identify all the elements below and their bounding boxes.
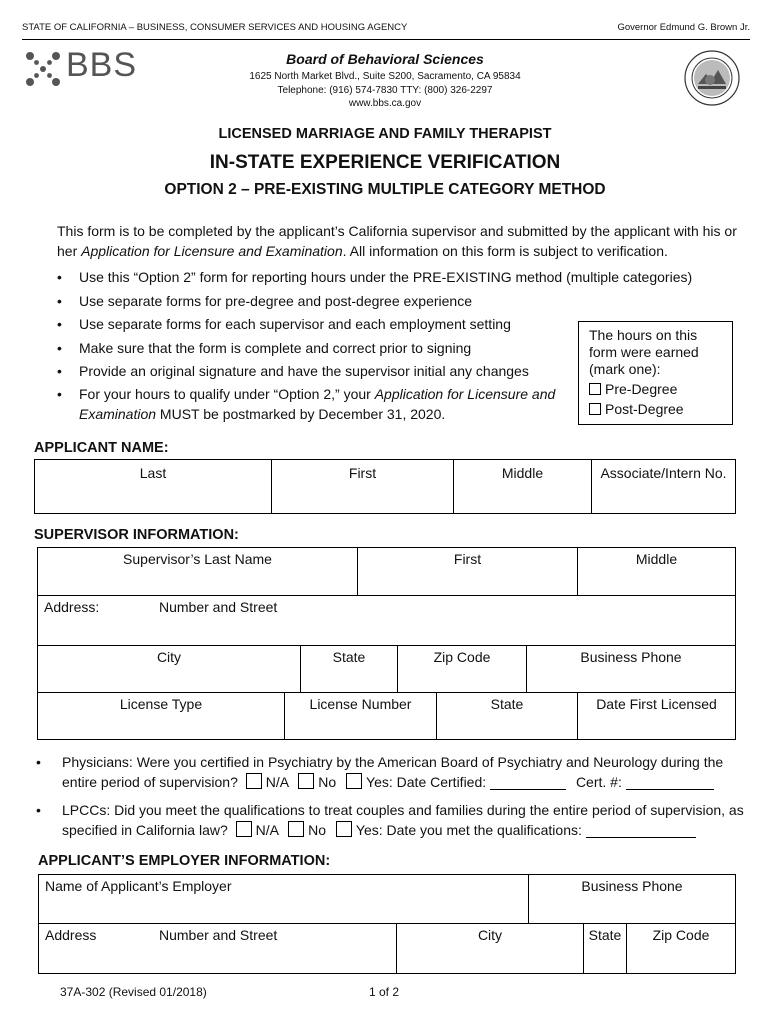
supervisor-first-name-field[interactable]	[357, 547, 578, 596]
board-website: www.bbs.ca.gov	[348, 98, 422, 109]
intro-text-1: This form is to be completed by the applicant’s California supervisor and submitted by the applicant with his or her	[57, 223, 737, 259]
associate-intern-number-field[interactable]	[591, 459, 736, 514]
pre-degree-checkbox[interactable]	[589, 383, 601, 395]
field-label: State	[332, 649, 366, 665]
hours-box-line: (mark one):	[589, 361, 661, 377]
board-name: Board of Behavioral Sciences	[286, 51, 484, 67]
field-label: Date First Licensed	[596, 696, 717, 712]
instruction-item: • Make sure that the form is complete and correct prior to signing	[57, 337, 567, 361]
physicians-na-checkbox[interactable]	[246, 773, 262, 789]
employer-zip-field[interactable]	[626, 923, 736, 974]
lpcc-line-2: specified in California law?	[62, 822, 228, 838]
bbs-logo-icon	[24, 50, 62, 88]
field-label: Middle	[635, 551, 678, 567]
date-qualifications-met-input[interactable]	[586, 823, 696, 838]
applicant-first-field[interactable]	[271, 459, 454, 514]
physicians-line-1: Physicians: Were you certified in Psychiatry by the American Board of Psychiatry and Neurology during the	[62, 754, 724, 770]
cert-number-label: Cert. #:	[575, 774, 622, 790]
yes-date-certified-label: Yes: Date Certified:	[366, 774, 487, 790]
physicians-yes-checkbox[interactable]	[346, 773, 362, 789]
title-line-1: LICENSED MARRIAGE AND FAMILY THERAPIST	[218, 126, 552, 142]
field-label: First	[348, 465, 377, 481]
supervisor-last-name-field[interactable]	[37, 547, 358, 596]
no-label: No	[318, 774, 337, 790]
supervisor-zip-field[interactable]	[397, 645, 527, 693]
supervisor-middle-name-field[interactable]	[577, 547, 736, 596]
license-state-field[interactable]	[436, 692, 578, 740]
intro-italic: Application for Licensure and Examination	[81, 243, 343, 259]
employer-info-heading: APPLICANT’S EMPLOYER INFORMATION:	[38, 853, 331, 869]
physicians-line-2: entire period of supervision?	[62, 774, 238, 790]
na-label: N/A	[255, 822, 279, 838]
page-number: 1 of 2	[369, 985, 400, 999]
field-label: Name of Applicant’s Employer	[45, 878, 232, 894]
license-type-field[interactable]	[37, 692, 285, 740]
applicant-name-heading: APPLICANT NAME:	[34, 440, 169, 456]
employer-city-field[interactable]	[396, 923, 584, 974]
title-line-3: OPTION 2 – PRE-EXISTING MULTIPLE CATEGORY METHOD	[164, 181, 606, 198]
na-label: N/A	[265, 774, 289, 790]
applicant-last-field[interactable]	[34, 459, 272, 514]
board-address: 1625 North Market Blvd., Suite S200, Sacramento, CA 95834	[249, 71, 521, 82]
field-label: Middle	[501, 465, 544, 481]
field-label: City	[477, 927, 503, 943]
field-label: Associate/Intern No.	[600, 465, 727, 481]
board-phone: Telephone: (916) 574-7830 TTY: (800) 326-2297	[277, 84, 493, 96]
applicant-middle-field[interactable]	[453, 459, 592, 514]
supervisor-phone-field[interactable]	[526, 645, 736, 693]
agency-name: STATE OF CALIFORNIA – BUSINESS, CONSUMER SERVICES AND HOUSING AGENCY	[22, 22, 408, 33]
field-label: Supervisor’s Last Name	[123, 551, 272, 567]
instruction-item	[57, 384, 567, 424]
field-label: Number and Street	[159, 599, 278, 615]
title-line-2: IN-STATE EXPERIENCE VERIFICATION	[209, 152, 561, 173]
intro-paragraph	[57, 221, 747, 261]
field-label: License Number	[309, 696, 412, 712]
date-certified-input[interactable]	[490, 775, 566, 790]
field-label: State	[588, 927, 622, 943]
agency-header-bar	[22, 18, 750, 40]
field-label: First	[453, 551, 482, 567]
field-label: Number and Street	[159, 927, 278, 943]
post-degree-label: Post-Degree	[605, 401, 684, 417]
logo-text: BBS	[66, 46, 138, 84]
bullet: •	[36, 754, 41, 770]
post-degree-checkbox[interactable]	[589, 403, 601, 415]
field-label: State	[490, 696, 524, 712]
hours-box-line: form were earned	[589, 344, 699, 360]
state-seal	[684, 50, 740, 106]
employer-name-field[interactable]	[38, 874, 529, 924]
field-label: Zip Code	[652, 927, 710, 943]
field-label: Address:	[44, 599, 100, 615]
field-label: Business Phone	[580, 649, 682, 665]
board-info	[200, 51, 570, 111]
state-seal-icon	[684, 50, 740, 106]
lpcc-na-checkbox[interactable]	[236, 821, 252, 837]
cert-number-input[interactable]	[626, 775, 714, 790]
instruction-text: MUST be postmarked by December 31, 2020.	[156, 405, 446, 422]
supervisor-city-field[interactable]	[37, 645, 301, 693]
supervisor-state-field[interactable]	[300, 645, 398, 693]
field-label: City	[156, 649, 182, 665]
physicians-question	[36, 752, 756, 792]
supervisor-info-heading: SUPERVISOR INFORMATION:	[34, 527, 239, 543]
instruction-item: • Use this “Option 2” form for reporting hours under the PRE-EXISTING method (multiple categories)	[57, 266, 719, 290]
employer-address-field[interactable]	[38, 923, 397, 974]
bullet: •	[36, 802, 41, 818]
governor-name: Governor Edmund G. Brown Jr.	[617, 22, 750, 33]
instruction-item: • Use separate forms for each supervisor and each employment setting	[57, 313, 567, 337]
field-label: Last	[139, 465, 167, 481]
field-label: Address	[45, 927, 97, 943]
lpcc-no-checkbox[interactable]	[288, 821, 304, 837]
instruction-text: For your hours to qualify under “Option 2,” your	[79, 385, 375, 402]
lpcc-question	[36, 800, 756, 840]
field-label: Zip Code	[433, 649, 491, 665]
instruction-italic: Application for Licensure and Examination	[79, 385, 556, 422]
employer-phone-field[interactable]	[528, 874, 736, 924]
bbs-logo	[24, 48, 159, 88]
pre-degree-label: Pre-Degree	[605, 381, 678, 397]
field-label: Business Phone	[581, 878, 683, 894]
form-id: 37A-302 (Revised 01/2018)	[60, 985, 207, 999]
instruction-item: • Use separate forms for pre-degree and post-degree experience	[57, 290, 567, 314]
hours-earned-box	[578, 321, 733, 425]
employer-state-field[interactable]	[583, 923, 627, 974]
date-first-licensed-field[interactable]	[577, 692, 736, 740]
supervisor-address-field[interactable]	[37, 595, 736, 646]
license-number-field[interactable]	[284, 692, 437, 740]
lpcc-yes-checkbox[interactable]	[336, 821, 352, 837]
field-label: License Type	[119, 696, 203, 712]
lpcc-line-1: LPCCs: Did you meet the qualifications to treat couples and families during the entire period of supervision, as	[62, 802, 744, 818]
intro-text-2: . All information on this form is subject to verification.	[342, 243, 668, 259]
no-label: No	[308, 822, 327, 838]
instruction-item: • Provide an original signature and have the supervisor initial any changes	[57, 360, 567, 384]
physicians-no-checkbox[interactable]	[298, 773, 314, 789]
yes-date-met-label: Yes: Date you met the qualifications:	[355, 822, 582, 838]
hours-box-line: The hours on this	[589, 327, 698, 343]
